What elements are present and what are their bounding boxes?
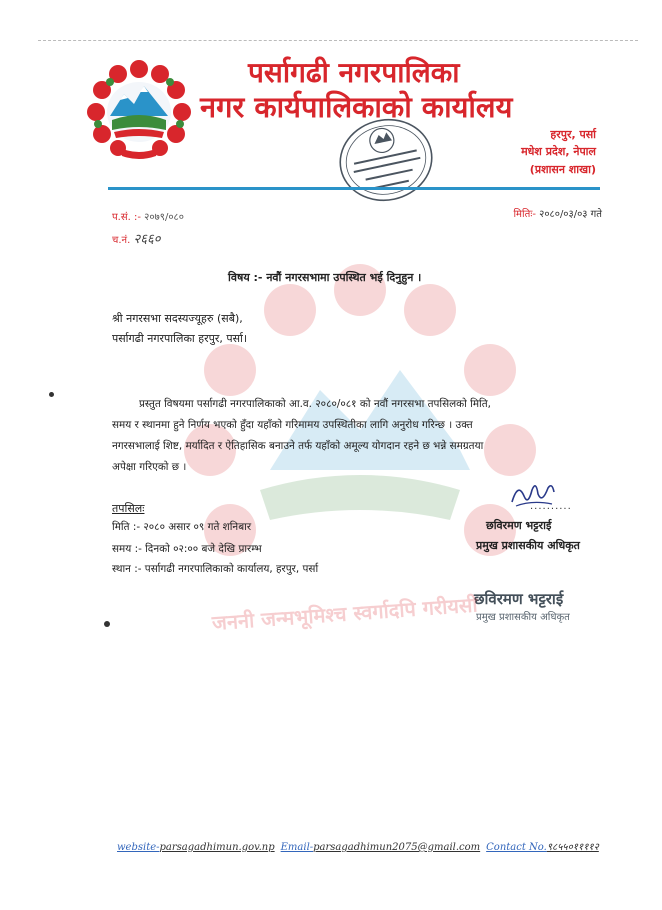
office-subtitle: नगर कार्यपालिकाको कार्यालय <box>200 90 513 124</box>
name-stamp-title: प्रमुख प्रशासकीय अधिकृत <box>476 612 570 623</box>
body-line: नगरसभालाई शिष्ट, मर्यादित र ऐतिहासिक बनाउने तर्फ यहाँको अमूल्य योगदान रहने छ भन्ने समग्रतया <box>112 440 484 452</box>
watermark-motto: जननी जन्मभूमिश्च स्वर्गादपि गरीयसी <box>211 592 479 635</box>
reference-ps <box>112 209 184 223</box>
body-line: प्रस्तुत विषयमा पर्सागढी नगरपालिकाको आ.व. २०८०/०८१ को नवौं नगरसभा तपसिलको मिति, <box>139 398 491 410</box>
details-date: मिति :- २०८० असार ०९ गते शनिबार <box>112 521 252 533</box>
scan-speck <box>49 392 54 397</box>
contact-number: ९८५५०११११२ <box>546 842 599 853</box>
website-link[interactable]: parsagadhimun.gov.np <box>159 842 275 853</box>
email-label: Email- <box>280 842 314 853</box>
chn-label: च.नं. <box>112 235 131 246</box>
reference-chn <box>112 229 161 247</box>
addressee-line-2: पर्सागढी नगरपालिका हरपुर, पर्सा। <box>112 332 248 345</box>
address-section: (प्रशासन शाखा) <box>529 163 596 176</box>
address-province: मधेश प्रदेश, नेपाल <box>521 145 596 158</box>
date-label: मितिः- <box>513 209 536 220</box>
signatory-name: छविरमण भट्टराई <box>486 519 552 532</box>
nepal-emblem-icon <box>84 60 194 162</box>
address-city: हरपुर, पर्सा <box>550 128 596 141</box>
chn-value: २६६० <box>133 232 161 247</box>
signatory-title: प्रमुख प्रशासकीय अधिकृत <box>476 539 580 552</box>
name-stamp-name: छविरमण भट्टराई <box>474 590 564 608</box>
addressee-line-1: श्री नगरसभा सदस्यज्यूहरु (सबै), <box>112 312 243 325</box>
office-stamp-icon <box>334 112 438 208</box>
body-line: अपेक्षा गरिएको छ । <box>112 461 187 473</box>
website-label: website- <box>117 842 160 853</box>
ps-value: २०७९/०८० <box>144 212 184 223</box>
contact-label: Contact No. <box>486 842 547 853</box>
subject-line: विषय :- नवौं नगरसभामा उपस्थित भई दिनुहुन । <box>228 271 422 284</box>
email-link[interactable]: parsagadhimun2075@gmail.com <box>313 842 481 853</box>
details-time: समय :- दिनको ०२:०० बजे देखि प्रारम्भ <box>112 543 262 555</box>
scan-speck <box>104 621 110 627</box>
letter-date <box>513 206 602 220</box>
footer-contact <box>117 839 599 853</box>
details-heading: तपसिलः <box>112 502 145 515</box>
top-dashed-rule <box>38 40 638 41</box>
date-value: २०८०/०३/०३ गते <box>539 209 602 220</box>
body-line: समय र स्थानमा हुने निर्णय भएको हुँदा यहाँको गरिमामय उपस्थितीका लागि अनुरोध गरिन्छ । उक्त <box>112 419 473 431</box>
office-title: पर्सागढी नगरपालिका <box>248 56 460 89</box>
details-place: स्थान :- पर्सागढी नगरपालिकाको कार्यालय, हरपुर, पर्सा <box>112 563 319 575</box>
ps-label: प.सं. :- <box>112 212 141 223</box>
header-divider <box>108 187 600 190</box>
signature-dots: .......... <box>530 501 572 512</box>
